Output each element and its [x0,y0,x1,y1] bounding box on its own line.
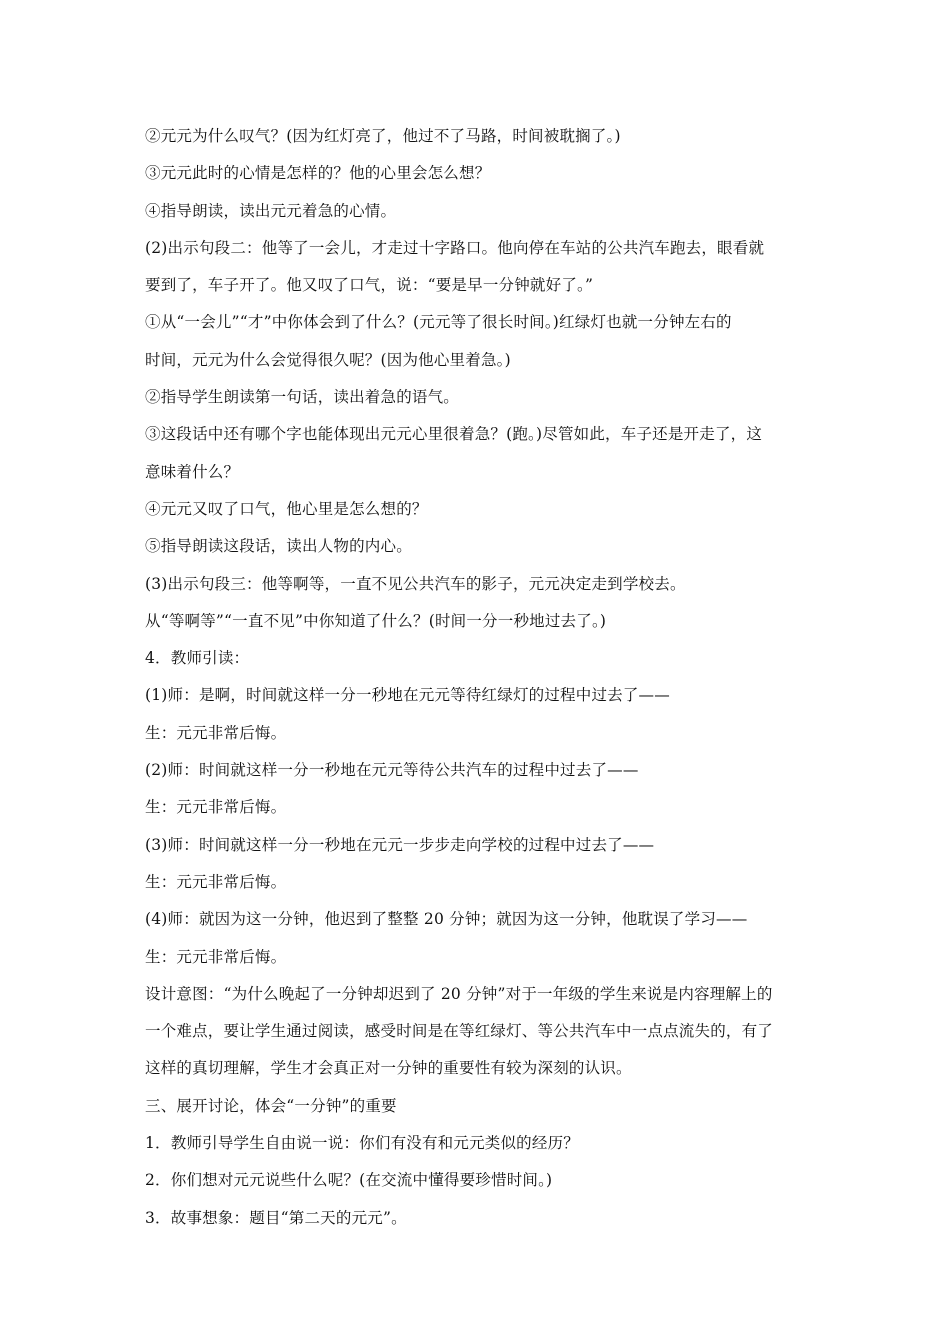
text-line: ③元元此时的心情是怎样的？他的心里会怎么想？ [145,164,491,183]
document-page [145,118,815,1237]
text-line: (2)师：时间就这样一分一秒地在元元等待公共汽车的过程中过去了—— [145,761,639,780]
text-line: 3．故事想象：题目“第二天的元元”。 [145,1208,407,1227]
text-line: 意味着什么？ [145,462,240,481]
text-line: ⑤指导朗读这段话，读出人物的内心。 [145,537,412,556]
text-line: 这样的真切理解，学生才会真正对一分钟的重要性有较为深刻的认识。 [145,1059,632,1078]
text-line: ②指导学生朗读第一句话，读出着急的语气。 [145,388,460,407]
section-heading: 三、展开讨论，体会“一分钟”的重要 [145,1096,397,1115]
text-line: 设计意图：“为什么晚起了一分钟却迟到了 20 分钟”对于一年级的学生来说是内容理解上的 [145,984,773,1003]
text-line: (3)出示句段三：他等啊等，一直不见公共汽车的影子，元元决定走到学校去。 [145,574,686,593]
text-line: (2)出示句段二：他等了一会儿，才走过十字路口。他向停在车站的公共汽车跑去，眼看就 [145,238,765,257]
text-line: (3)师：时间就这样一分一秒地在元元一步步走向学校的过程中过去了—— [145,835,655,854]
text-line: 生：元元非常后悔。 [145,723,287,742]
text-line: 生：元元非常后悔。 [145,947,287,966]
text-line: 生：元元非常后悔。 [145,798,287,817]
text-line: 从“等啊等”“一直不见”中你知道了什么？(时间一分一秒地过去了。) [145,611,607,630]
text-line: ④元元又叹了口气，他心里是怎么想的？ [145,499,428,518]
text-line: 4．教师引读： [145,649,250,668]
text-line: 一个难点，要让学生通过阅读，感受时间是在等红绿灯、等公共汽车中一点点流失的，有了 [145,1022,774,1041]
text-line: 时间，元元为什么会觉得很久呢？(因为他心里着急。) [145,350,511,369]
text-line: ②元元为什么叹气？(因为红灯亮了，他过不了马路，时间被耽搁了。) [145,127,621,145]
text-line: 生：元元非常后悔。 [145,872,287,891]
text-line: (1)师：是啊，时间就这样一分一秒地在元元等待红绿灯的过程中过去了—— [145,686,670,705]
text-line: ④指导朗读，读出元元着急的心情。 [145,201,397,220]
text-line: (4)师：就因为这一分钟，他迟到了整整 20 分钟；就因为这一分钟，他耽误了学习—— [145,910,748,929]
text-line: 要到了，车子开了。他又叹了口气，说：“要是早一分钟就好了。” [145,276,594,295]
text-line: ③这段话中还有哪个字也能体现出元元心里很着急？(跑。)尽管如此，车子还是开走了，这 [145,425,763,444]
text-line: ①从“一会儿”“才”中你体会到了什么？(元元等了很长时间。)红绿灯也就一分钟左右的 [145,313,732,332]
text-line: 1．教师引导学生自由说一说：你们有没有和元元类似的经历？ [145,1134,579,1153]
text-line: 2．你们想对元元说些什么呢？(在交流中懂得要珍惜时间。) [145,1171,553,1190]
